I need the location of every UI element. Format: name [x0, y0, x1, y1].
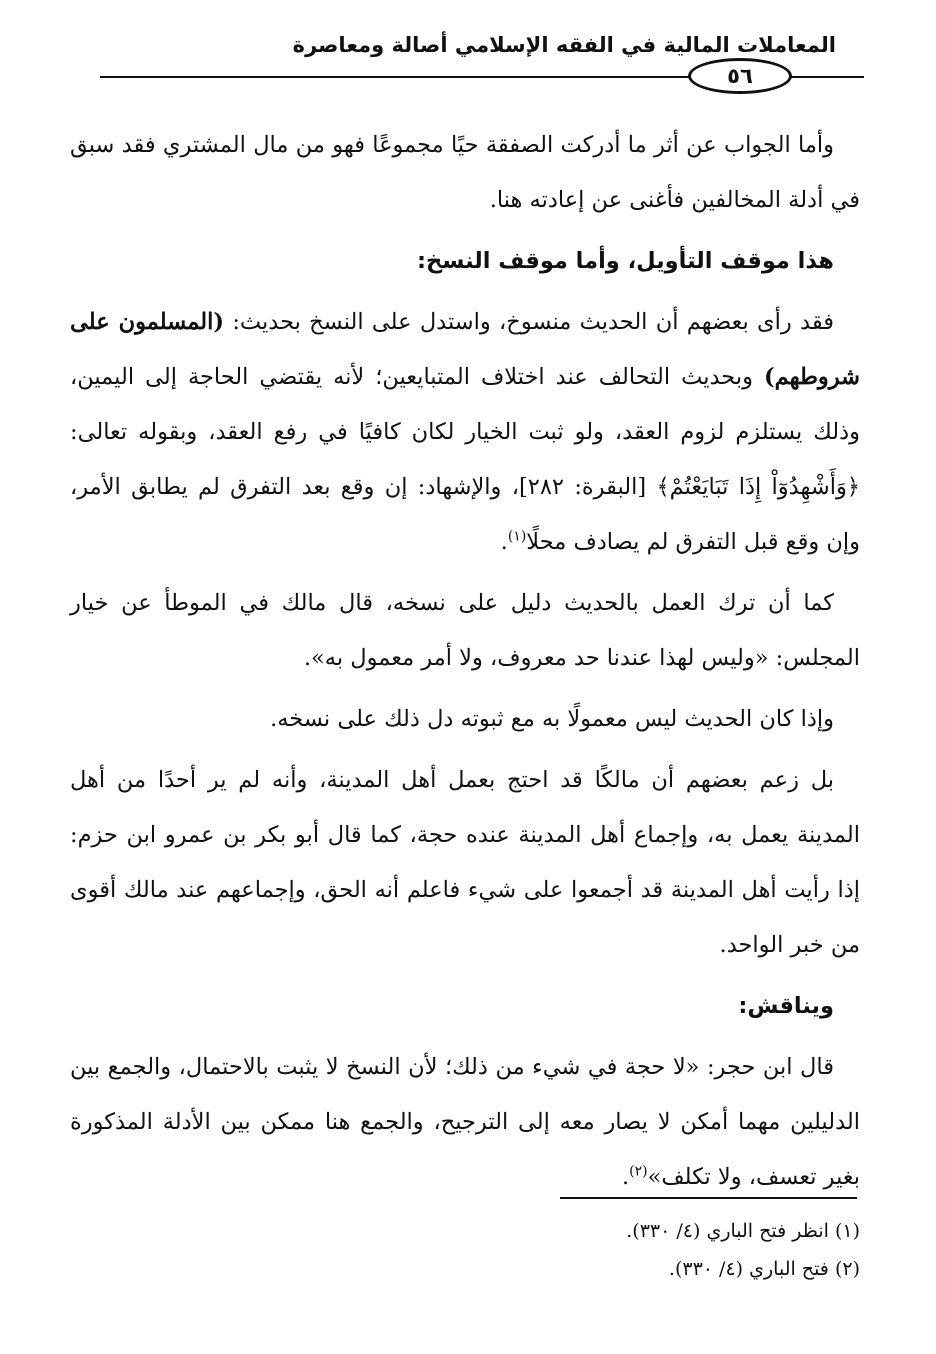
footnote-separator [560, 1197, 857, 1199]
paragraph-abrogation-evidence: فقد رأى بعضهم أن الحديث منسوخ، واستدل على النسخ بحديث: (المسلمون على شروطهم) وبحديث التحالف عند اختلاف المتبايعين؛ لأنه يقتضي الحاجة إلى اليمين، وذلك يستلزم لزوم العقد، ولو ثبت الخيار لكان كافيًا في رفع العقد، وبقوله تعالى: ﴿وَأَشْهِدُوٓاْ إِذَا تَبَايَعْتُمْ﴾ [البقرة: ٢٨٢]، والإشهاد: إن وقع بعد التفرق لم يطابق الأمر، وإن وقع قبل التفرق لم يصادف محلًا$^{(١)}$. [70, 309, 860, 555]
paragraph-ibn-hajar: قال ابن حجر: «لا حجة في شيء من ذلك؛ لأن النسخ لا يثبت بالاحتمال، والجمع بين الدليلين مهما أمكن لا يصار معه إلى الترجيح، والجمع هنا ممكن بين الأدلة المذكورة بغير تعسف، ولا تكلف»$^{(٢)}$. [70, 1054, 860, 1190]
hadith-quote: (المسلمون على شروطهم) [70, 309, 860, 390]
footnote-ref-1: (١) [507, 528, 527, 545]
paragraph-answer: وأما الجواب عن أثر ما أدركت الصفقة حيًا مجموعًا فهو من مال المشتري فقد سبق في أدلة المخالفين فأغنى عن إعادته هنا. [70, 132, 860, 213]
section-heading-abrogation: هذا موقف التأويل، وأما موقف النسخ: [417, 248, 834, 274]
footnote-2 [440, 1250, 860, 1288]
paragraph-madinah-practice: بل زعم بعضهم أن مالكًا قد احتج بعمل أهل المدينة، وأنه لم ير أحدًا من أهل المدينة يعمل به، وإجماع أهل المدينة عنده حجة، كما قال أبو بكر بن عمرو ابن حزم: إذا رأيت أهل المدينة قد أجمعوا على شيء فاعلم أنه الحق، وإجماعهم عند مالك أقوى من خبر الواحد. [70, 767, 860, 958]
running-title: المعاملات المالية في الفقه الإسلامي أصالة ومعاصرة [292, 33, 836, 57]
footnote-1 [440, 1212, 860, 1250]
paragraph-not-practiced: وإذا كان الحديث ليس معمولًا به مع ثبوته دل ذلك على نسخه. [270, 706, 834, 732]
paragraph-malik-muwatta: كما أن ترك العمل بالحديث دليل على نسخه، قال مالك في الموطأ عن خيار المجلس: «وليس لهذا عندنا حد معروف، ولا أمر معمول به». [70, 590, 860, 671]
footnote-text: انظر فتح الباري (٤/ ٣٣٠). [626, 1220, 829, 1242]
footnotes [440, 1212, 860, 1288]
footnote-text: فتح الباري (٤/ ٣٣٠). [668, 1258, 829, 1280]
page-number-badge: ٥٦ [688, 58, 792, 94]
footnote-marker: (١) [834, 1220, 860, 1242]
section-heading-discussion: ويناقش: [738, 993, 834, 1019]
footnote-marker: (٢) [834, 1258, 860, 1280]
main-text [70, 118, 860, 1211]
footnote-ref-2: (٢) [629, 1163, 648, 1180]
